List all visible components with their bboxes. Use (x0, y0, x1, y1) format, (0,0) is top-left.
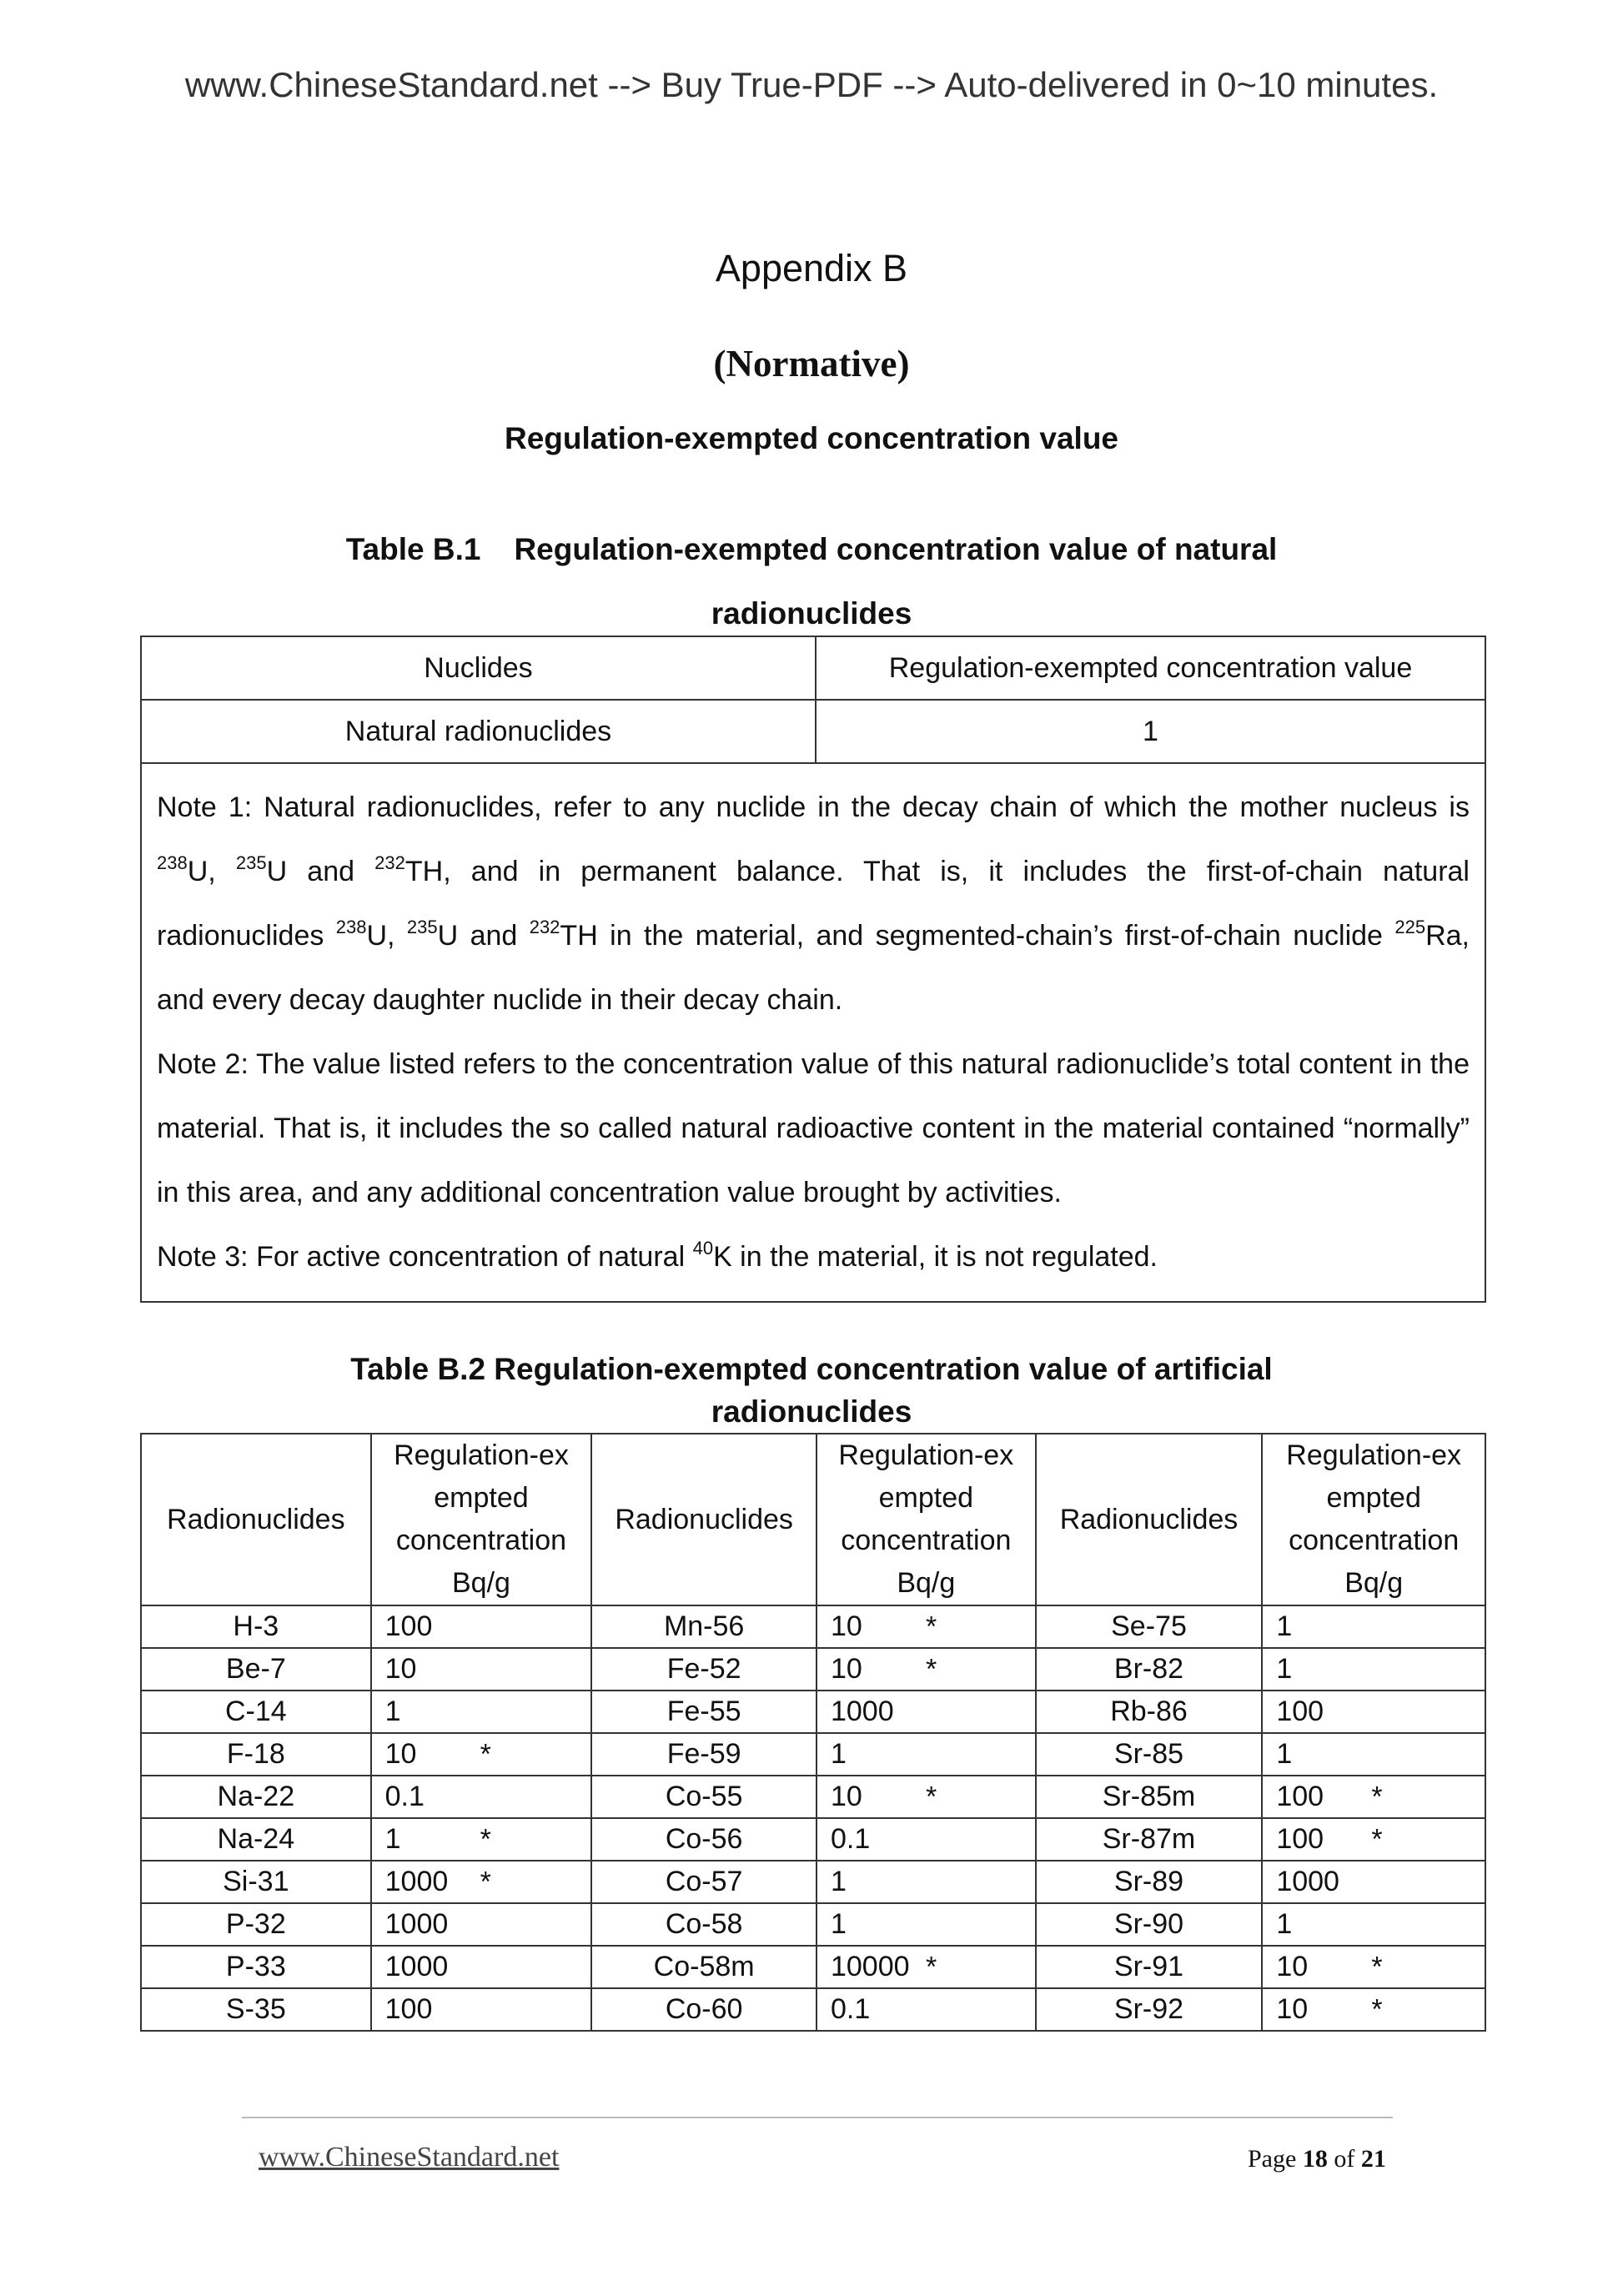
nuclide-cell: Co-60 (591, 1988, 817, 2031)
nuclide-cell: Sr-89 (1036, 1861, 1263, 1903)
value-text: 10 (830, 1610, 862, 1642)
table-row (141, 1988, 1485, 2031)
table2-header-row (141, 1434, 1485, 1605)
nuclide-cell: P-33 (141, 1946, 371, 1988)
value-cell (817, 1733, 1036, 1776)
value-cell (1262, 1776, 1485, 1818)
value-text: 1000 (384, 1866, 449, 1897)
top-banner[interactable]: www.ChineseStandard.net --> Buy True-PDF --> Auto-delivered in 0~10 minutes. (184, 65, 1439, 104)
value-cell (1262, 1988, 1485, 2031)
note1-text: U and (437, 920, 530, 952)
value-cell (817, 1776, 1036, 1818)
table2 (140, 1433, 1486, 2032)
note1-text: Ra, and every decay daughter nuclide in their decay chain. (157, 920, 1470, 1016)
nuclide-cell: Br-82 (1036, 1648, 1263, 1691)
table1-header-row (141, 636, 1485, 700)
value-text: 1 (830, 1908, 847, 1940)
table2-col-nuclide: Radionuclides (591, 1434, 817, 1605)
appendix-subtitle: (Normative) (713, 343, 910, 384)
nuclide-cell: Co-58 (591, 1903, 817, 1946)
table2-col-value (817, 1434, 1036, 1605)
value-text: 10 (384, 1738, 417, 1770)
table1-row (141, 700, 1485, 763)
header-line: empted (878, 1482, 974, 1514)
value-text: 0.1 (830, 1993, 871, 2025)
value-cell (1262, 1733, 1485, 1776)
value-text: 1000 (1276, 1866, 1339, 1897)
nuclide-cell: F-18 (141, 1733, 371, 1776)
table-row (141, 1818, 1485, 1861)
header-line: concentration (841, 1525, 1012, 1556)
superscript: 238 (335, 917, 367, 937)
value-text: 10000 (830, 1951, 910, 1982)
value-text: 10 (384, 1653, 417, 1685)
footer-page-number (1248, 2145, 1386, 2173)
value-text: 1000 (384, 1951, 449, 1982)
nuclide-cell: Fe-55 (591, 1691, 817, 1733)
asterisk-mark: * (480, 1866, 491, 1897)
table2-col-nuclide: Radionuclides (141, 1434, 371, 1605)
value-text: 0.1 (830, 1823, 871, 1855)
table1-col-nuclides: Nuclides (141, 636, 816, 700)
asterisk-mark: * (1371, 1823, 1383, 1855)
value-cell (371, 1648, 592, 1691)
value-text: 100 (384, 1610, 433, 1642)
value-cell (1262, 1861, 1485, 1903)
table2-col-value (1262, 1434, 1485, 1605)
table-row (141, 1946, 1485, 1988)
header-line: empted (434, 1482, 529, 1514)
value-cell (371, 1903, 592, 1946)
nuclide-cell: Co-57 (591, 1861, 817, 1903)
table-row (141, 1733, 1485, 1776)
header-line: Regulation-ex (394, 1439, 569, 1471)
nuclide-cell: Be-7 (141, 1648, 371, 1691)
value-cell (1262, 1946, 1485, 1988)
value-cell (371, 1776, 592, 1818)
value-text: 1000 (384, 1908, 449, 1940)
header-line: Regulation-ex (1286, 1439, 1462, 1471)
nuclide-cell: Rb-86 (1036, 1691, 1263, 1733)
nuclide-cell: Mn-56 (591, 1605, 817, 1648)
superscript: 232 (374, 852, 405, 873)
value-text: 10 (1276, 1951, 1309, 1982)
nuclide-cell: H-3 (141, 1605, 371, 1648)
asterisk-mark: * (1371, 1781, 1383, 1812)
table1-notes (141, 763, 1485, 1302)
note3-text: K in the material, it is not regulated. (713, 1241, 1158, 1273)
value-text: 1 (1276, 1653, 1293, 1685)
value-cell (817, 1818, 1036, 1861)
note1-text: Note 1: Natural radionuclides, refer to any nuclide in the decay chain of which the mother nucleus is (157, 791, 1470, 823)
value-cell (817, 1903, 1036, 1946)
asterisk-mark: * (1371, 1993, 1383, 2025)
table1-row-value: 1 (816, 700, 1485, 763)
value-cell (1262, 1691, 1485, 1733)
note1-text: TH in the material, and segmented-chain’s first-of-chain nuclide (560, 920, 1395, 952)
value-text: 10 (830, 1653, 862, 1685)
nuclide-cell: Co-55 (591, 1776, 817, 1818)
value-text: 1 (830, 1866, 847, 1897)
table1-caption-line2: radionuclides (711, 596, 912, 631)
value-cell (371, 1605, 592, 1648)
superscript: 225 (1394, 917, 1426, 937)
note-3 (157, 1225, 1470, 1289)
header-line: Bq/g (897, 1567, 956, 1599)
nuclide-cell: Na-24 (141, 1818, 371, 1861)
value-cell (817, 1648, 1036, 1691)
value-cell (371, 1733, 592, 1776)
table-row (141, 1605, 1485, 1648)
value-cell (817, 1988, 1036, 2031)
superscript: 235 (235, 852, 267, 873)
superscript: 238 (157, 852, 188, 873)
table1-notes-row (141, 763, 1485, 1302)
note1-text: U and (266, 856, 375, 887)
value-text: 1 (384, 1696, 401, 1727)
note1-text: TH, and in permanent balance. That is, it includes the first-of-chain natural radionuclides (157, 856, 1470, 952)
value-text: 1 (1276, 1738, 1293, 1770)
nuclide-cell: Co-56 (591, 1818, 817, 1861)
nuclide-cell: P-32 (141, 1903, 371, 1946)
note3-text: Note 3: For active concentration of natural (157, 1241, 693, 1273)
value-text: 0.1 (384, 1781, 425, 1812)
value-text: 100 (1276, 1823, 1324, 1855)
header-line: concentration (395, 1525, 567, 1556)
nuclide-cell: Sr-91 (1036, 1946, 1263, 1988)
asterisk-mark: * (480, 1823, 491, 1855)
value-cell (817, 1946, 1036, 1988)
nuclide-cell: Sr-85 (1036, 1733, 1263, 1776)
asterisk-mark: * (925, 1653, 937, 1685)
nuclide-cell: Fe-59 (591, 1733, 817, 1776)
value-text: 1 (1276, 1610, 1293, 1642)
footer-site-link[interactable]: www.ChineseStandard.net (259, 2142, 560, 2173)
value-cell (371, 1818, 592, 1861)
header-line: Regulation-ex (838, 1439, 1014, 1471)
superscript: 40 (692, 1238, 714, 1259)
table-row (141, 1648, 1485, 1691)
table1-col-value: Regulation-exempted concentration value (816, 636, 1485, 700)
table-row (141, 1861, 1485, 1903)
value-cell (817, 1691, 1036, 1733)
superscript: 235 (406, 917, 438, 937)
section-title: Regulation-exempted concentration value (504, 421, 1119, 455)
nuclide-cell: Se-75 (1036, 1605, 1263, 1648)
table2-caption (0, 1348, 1623, 1433)
value-text: 10 (1276, 1993, 1309, 2025)
table2-col-value (371, 1434, 592, 1605)
table1-caption-line1: Regulation-exempted concentration value of natural (514, 532, 1278, 566)
value-cell (1262, 1818, 1485, 1861)
value-cell (371, 1691, 592, 1733)
superscript: 232 (529, 917, 560, 937)
table1 (140, 636, 1486, 1303)
page-current: 18 (1302, 2145, 1328, 2173)
asterisk-mark: * (480, 1738, 491, 1770)
asterisk-mark: * (925, 1610, 937, 1642)
value-text: 1 (1276, 1908, 1293, 1940)
value-text: 100 (1276, 1781, 1324, 1812)
header-line: Bq/g (451, 1567, 510, 1599)
note-2: Note 2: The value listed refers to the concentration value of this natural radionuclide’s total content in the material. That is, it includes the so called natural radioactive content in the material contained “normally” in this area, and any additional concentration value brought by activities. (157, 1048, 1470, 1208)
nuclide-cell: Fe-52 (591, 1648, 817, 1691)
asterisk-mark: * (925, 1951, 937, 1982)
value-cell (371, 1988, 592, 2031)
table1-number: Table B.1 (345, 532, 481, 566)
value-text: 100 (1276, 1696, 1324, 1727)
asterisk-mark: * (925, 1781, 937, 1812)
nuclide-cell: S-35 (141, 1988, 371, 2031)
footer-divider (242, 2117, 1393, 2118)
appendix-title: Appendix B (715, 247, 908, 289)
table1-row-label: Natural radionuclides (141, 700, 816, 763)
nuclide-cell: Na-22 (141, 1776, 371, 1818)
nuclide-cell: Si-31 (141, 1861, 371, 1903)
value-cell (1262, 1605, 1485, 1648)
value-text: 1000 (830, 1696, 894, 1727)
page-label: of (1327, 2145, 1361, 2173)
note1-text: U, (366, 920, 407, 952)
asterisk-mark: * (1371, 1951, 1383, 1982)
value-text: 10 (830, 1781, 862, 1812)
table2-caption-line2: radionuclides (711, 1394, 912, 1429)
note1-text: U, (187, 856, 236, 887)
value-text: 1 (830, 1738, 847, 1770)
value-cell (1262, 1648, 1485, 1691)
note-1 (157, 776, 1470, 1032)
page-label: Page (1248, 2145, 1303, 2173)
table2-caption-line1: Table B.2 Regulation-exempted concentration value of artificial (350, 1352, 1273, 1386)
table-row (141, 1691, 1485, 1733)
header-line: concentration (1289, 1525, 1460, 1556)
nuclide-cell: Sr-87m (1036, 1818, 1263, 1861)
nuclide-cell: Sr-90 (1036, 1903, 1263, 1946)
nuclide-cell: Co-58m (591, 1946, 817, 1988)
value-cell (371, 1861, 592, 1903)
page-total: 21 (1360, 2145, 1386, 2173)
value-text: 1 (384, 1823, 401, 1855)
value-cell (817, 1861, 1036, 1903)
table-row (141, 1903, 1485, 1946)
table2-col-nuclide: Radionuclides (1036, 1434, 1263, 1605)
value-cell (1262, 1903, 1485, 1946)
table1-caption (0, 517, 1623, 646)
nuclide-cell: C-14 (141, 1691, 371, 1733)
nuclide-cell: Sr-85m (1036, 1776, 1263, 1818)
table-row (141, 1776, 1485, 1818)
header-line: Bq/g (1344, 1567, 1404, 1599)
nuclide-cell: Sr-92 (1036, 1988, 1263, 2031)
header-line: empted (1326, 1482, 1421, 1514)
value-cell (817, 1605, 1036, 1648)
value-text: 100 (384, 1993, 433, 2025)
value-cell (371, 1946, 592, 1988)
